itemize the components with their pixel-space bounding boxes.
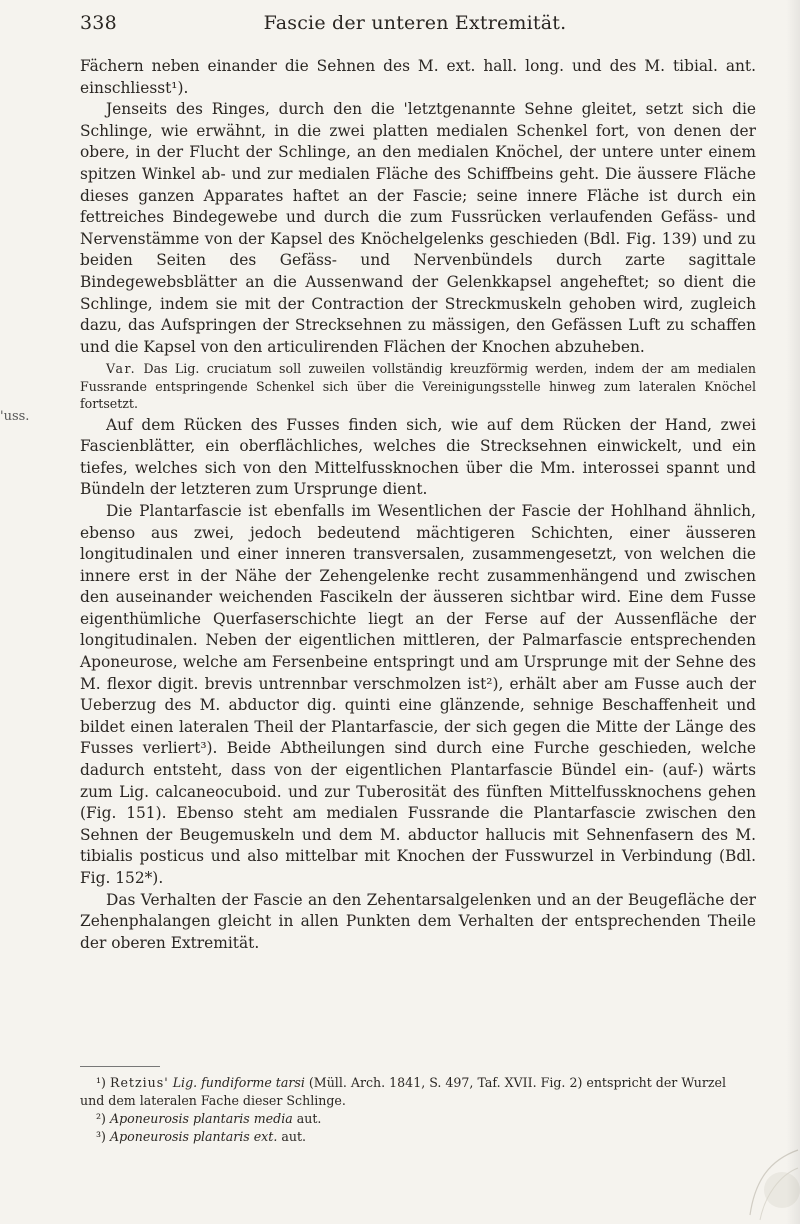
footnote-1-marker: ¹) bbox=[96, 1075, 110, 1090]
footnote-2-title: Aponeurosis plantaris media bbox=[109, 1111, 293, 1126]
paragraph-5: Das Verhalten der Fascie an den Zehentarsalgelenken und an der Beugefläche der Zehenphalangen gleicht in allen Punkten dem Verhalten der entsprechenden Theile der oberen Extremität. bbox=[80, 890, 756, 952]
footnote-1-author: Retzius' bbox=[109, 1075, 169, 1090]
footnotes bbox=[80, 1074, 750, 1146]
footnote-2 bbox=[80, 1110, 750, 1128]
footnote-2-text: aut. bbox=[292, 1111, 322, 1126]
paragraph-1: Fächern neben einander die Sehnen des M. ext. hall. long. und des M. tibial. ant. einschliesst¹). bbox=[80, 57, 756, 97]
page-number: 338 bbox=[80, 12, 117, 34]
running-title: Fascie der unteren Extremität. bbox=[263, 12, 567, 34]
footnote-3 bbox=[80, 1128, 750, 1146]
margin-note: 'uss. bbox=[0, 409, 30, 424]
page-edge-shadow bbox=[786, 0, 800, 1224]
footnote-1-text: (Müll. Arch. 1841, S. 497, Taf. XVII. Fig. 2) entspricht der Wurzel und dem lateralen Fache dieser Schlinge. bbox=[80, 1075, 727, 1108]
footnote-2-marker: ²) bbox=[96, 1111, 110, 1126]
variant-text: Das Lig. cruciatum soll zuweilen vollständig kreuzförmig werden, indem der am medialen Fussrande entspringende Schenkel sich über die Vereinigungsstelle hinweg zum lateralen Knöchel fortsetzt. bbox=[80, 361, 756, 412]
body-text bbox=[80, 56, 756, 954]
running-header bbox=[80, 12, 750, 40]
footnote-1 bbox=[80, 1074, 750, 1110]
paragraph-2: Jenseits des Ringes, durch den die 'letztgenannte Sehne gleitet, setzt sich die Schlinge, wie erwähnt, in die zwei platten medialen Schenkel fort, von denen der obere, in der Flucht der Schlinge, an den medialen Knöchel, der untere unter einem spitzen Winkel ab- und zur medialen Fläche des Schiffbeins geht. Die äussere Fläche dieses ganzen Apparates haftet an der Fascie; seine innere Fläche ist durch ein fettreiches Bindegewebe und durch die zum Fussrücken verlaufenden Gefäss- und Nervenstämme von der Kapsel des Knöchelgelenks geschieden (Bdl. Fig. 139) und zu beiden Seiten des Gefäss- und Nervenbündels durch zarte sagittale Bindegewebsblätter an die Aussenwand der Gelenkkapsel angeheftet; so dient die Schlinge, indem sie mit der Contraction der Streckmuskeln gehoben wird, zugleich dazu, das Aufspringen der Strecksehnen zu mässigen, den Gefässen Luft zu schaffen und die Kapsel von den articulirenden Flächen der Knochen abzuheben. bbox=[80, 100, 756, 356]
footnote-3-title: Aponeurosis plantaris ext. bbox=[109, 1129, 278, 1144]
variant-label: Var. bbox=[106, 361, 137, 377]
footnote-3-marker: ³) bbox=[96, 1129, 110, 1144]
paragraph-4: Die Plantarfascie ist ebenfalls im Wesentlichen der Fascie der Hohlhand ähnlich, ebenso aus zwei, jedoch bedeutend mächtigeren Schichten, einer äusseren longitudinalen und einer inneren transversalen, zusammengesetzt, von welchen die innere erst in der Nähe der Zehengelenke recht zusammenhängend und zwischen den auseinander weichenden Fascikeln der äusseren sichtbar wird. Eine dem Fusse eigenthümliche Querfaserschichte liegt an der Ferse auf der Aussenfläche der longitudinalen. Neben der eigentlichen mittleren, der Palmarfascie entsprechenden Aponeurose, welche am Fersenbeine entspringt und am Ursprunge mit der Sehne des M. flexor digit. brevis untrennbar verschmolzen ist²), erhält aber am Fusse auch der Ueberzug des M. abductor dig. quinti eine glänzende, sehnige Beschaffenheit und bildet einen lateralen Theil der Plantarfascie, der sich gegen die Mitte der Länge des Fusses verliert³). Beide Abtheilungen sind durch eine Furche geschieden, welche dadurch entsteht, dass von der eigentlichen Plantarfascie Bündel ein- (auf-) wärts zum Lig. calcaneocuboid. und zur Tuberosität des fünften Mittelfussknochens gehen (Fig. 151). Ebenso steht am medialen Fussrande die Plantarfascie zwischen den Sehnen der Beugemuskeln und dem M. abductor hallucis mit Sehnenfasern des M. tibialis posticus und also mittelbar mit Knochen der Fusswurzel in Verbindung (Bdl. Fig. 152*). bbox=[80, 501, 756, 887]
footnote-rule bbox=[80, 1066, 160, 1067]
variant-note bbox=[80, 360, 756, 412]
footnote-1-title: Lig. fundiforme tarsi bbox=[172, 1075, 305, 1090]
footnote-3-text: aut. bbox=[277, 1129, 307, 1144]
paragraph-3: Auf dem Rücken des Fusses finden sich, wie auf dem Rücken der Hand, zwei Fascienblätter, ein oberflächliches, welches die Strecksehnen einwickelt, und ein tiefes, welches sich von den Mittelfussknochen über die Mm. interossei spannt und Bündeln der letzteren zum Ursprunge dient. bbox=[80, 415, 756, 499]
